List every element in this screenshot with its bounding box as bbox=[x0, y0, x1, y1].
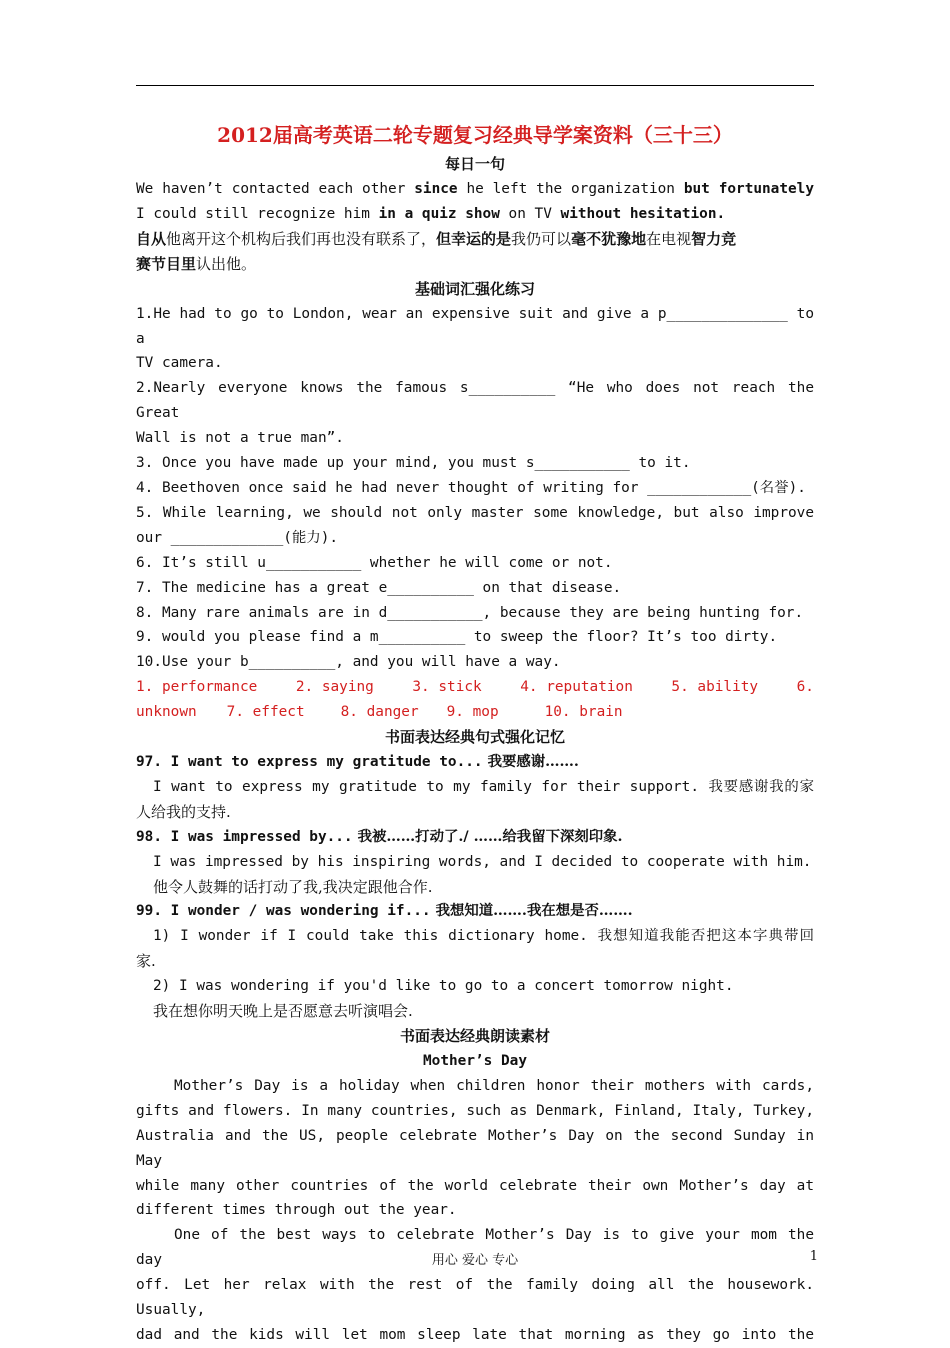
daily-translation: 赛节目里认出他。 bbox=[136, 254, 257, 273]
answer-item: unknown bbox=[136, 704, 197, 721]
vocab-line: Wall is not a true man”. bbox=[136, 430, 344, 447]
pattern-example: 家. bbox=[136, 952, 156, 971]
vocab-exercise-list bbox=[136, 302, 814, 676]
pattern-98: 98. I was impressed by... 我被……打动了./ ……给我留下深刻印象. bbox=[136, 827, 623, 845]
vocab-line: 1.He had to go to London, wear an expensive suit and give a p______________ to a bbox=[136, 305, 814, 347]
answer-item: 3. stick bbox=[412, 679, 482, 696]
pattern-example: I want to express my gratitude to my family for their support. 我要感谢我的家 bbox=[153, 778, 814, 795]
reading-line: Mother’s Day is a holiday when children honor their mothers with cards, bbox=[174, 1077, 814, 1094]
vocab-heading: 基础词汇强化练习 bbox=[414, 279, 535, 298]
footer-motto: 用心 爱心 专心 bbox=[431, 1253, 519, 1268]
reading-paragraph bbox=[136, 1223, 814, 1348]
vocab-line: 5. While learning, we should not only master some knowledge, but also improve bbox=[136, 504, 814, 521]
answer-item: 10. brain bbox=[544, 704, 623, 721]
answer-item: 7. effect bbox=[226, 704, 305, 721]
vocab-line: 10.Use your b__________, and you will have a way. bbox=[136, 654, 561, 671]
pattern-example: 人给我的支持. bbox=[136, 802, 231, 821]
page-title: 2012届高考英语二轮专题复习经典导学案资料（三十三） bbox=[217, 123, 733, 147]
reading-line: off. Let her relax with the rest of the family doing all the housework. Usually, bbox=[136, 1277, 814, 1319]
reading-line: while many other countries of the world celebrate their own Mother’s day at bbox=[136, 1177, 814, 1194]
vocab-line: 8. Many rare animals are in d___________, because they are being hunting for. bbox=[136, 604, 804, 621]
answer-item: 6. bbox=[796, 679, 814, 696]
pattern-example: 我在想你明天晚上是否愿意去听演唱会. bbox=[153, 1002, 413, 1021]
pattern-example: 1) I wonder if I could take this dictionary home. 我想知道我能否把这本字典带回 bbox=[153, 928, 814, 945]
daily-heading: 每日一句 bbox=[444, 155, 505, 173]
daily-sentence-line: We haven’t contacted each other since he left the organization but fortunately bbox=[136, 181, 815, 197]
header-rule bbox=[136, 85, 814, 86]
pattern-example: I was impressed by his inspiring words, and I decided to cooperate with him. bbox=[153, 853, 812, 870]
vocab-line: TV camera. bbox=[136, 355, 223, 372]
answer-key-line bbox=[136, 675, 814, 700]
answer-item: 8. danger bbox=[340, 704, 419, 721]
document-body bbox=[136, 118, 814, 1348]
pattern-97: 97. I want to express my gratitude to... 我要感谢……. bbox=[136, 753, 579, 771]
vocab-line: 9. would you please find a m__________ to sweep the floor? It’s too dirty. bbox=[136, 629, 778, 646]
daily-sentence-line: I could still recognize him in a quiz show on TV without hesitation. bbox=[136, 205, 726, 222]
reading-line: gifts and flowers. In many countries, such as Denmark, Finland, Italy, Turkey, bbox=[136, 1102, 814, 1119]
vocab-line: our _____________(能力). bbox=[136, 529, 339, 546]
reading-line: One of the best ways to celebrate Mother’s Day is to give your mom the day bbox=[136, 1227, 814, 1269]
reading-line: Australia and the US, people celebrate Mother’s Day on the second Sunday in May bbox=[136, 1127, 814, 1169]
reading-subtitle: Mother’s Day bbox=[423, 1053, 527, 1069]
patterns-heading: 书面表达经典句式强化记忆 bbox=[384, 728, 565, 747]
reading-heading: 书面表达经典朗读素材 bbox=[399, 1027, 550, 1045]
pattern-99: 99. I wonder / was wondering if... 我想知道…….我在想是否……. bbox=[136, 902, 633, 920]
answer-item: 1. performance bbox=[136, 679, 258, 696]
reading-paragraph bbox=[136, 1074, 814, 1223]
answer-key-line bbox=[136, 700, 814, 725]
vocab-line: 4. Beethoven once said he had never thought of writing for ____________(名誉). bbox=[136, 479, 806, 496]
vocab-line: 6. It’s still u___________ whether he will come or not. bbox=[136, 554, 613, 571]
answer-item: 2. saying bbox=[295, 679, 374, 696]
vocab-line: 3. Once you have made up your mind, you must s___________ to it. bbox=[136, 455, 691, 472]
reading-line: dad and the kids will let mom sleep late that morning as they go into the bbox=[136, 1326, 814, 1343]
answer-item: 5. ability bbox=[671, 679, 759, 696]
vocab-line: 7. The medicine has a great e__________ on that disease. bbox=[136, 579, 622, 596]
answer-item: 4. reputation bbox=[520, 679, 633, 696]
pattern-example: 2) I was wondering if you'd like to go to a concert tomorrow night. bbox=[153, 978, 734, 995]
vocab-line: 2.Nearly everyone knows the famous s__________ “He who does not reach the Great bbox=[136, 380, 814, 422]
reading-line: different times through out the year. bbox=[136, 1202, 457, 1219]
daily-translation: 自从他离开这个机构后我们再也没有联系了，但幸运的是我仍可以毫不犹豫地在电视智力竞 bbox=[136, 229, 737, 248]
pattern-example: 他令人鼓舞的话打动了我,我决定跟他合作. bbox=[153, 877, 433, 896]
page-number: 1 bbox=[809, 1249, 818, 1264]
answer-item: 9. mop bbox=[446, 704, 499, 721]
